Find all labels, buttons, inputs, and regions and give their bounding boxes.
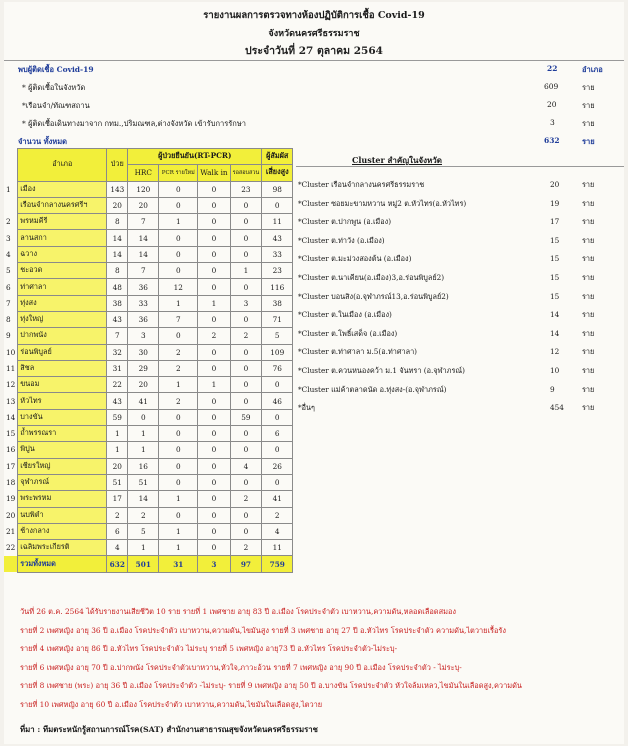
- cell-risk: 0: [262, 442, 293, 458]
- cell-pcr: 0: [159, 230, 198, 246]
- row-number: 17: [4, 458, 18, 474]
- table-row: [4, 458, 293, 474]
- cell-risk: 46: [262, 393, 293, 409]
- cell-risk: 38: [262, 295, 293, 311]
- cluster-count: 14: [550, 328, 560, 338]
- cell-pend: 1: [230, 263, 262, 279]
- cluster-title: Cluster สำคัญในจังหวัด: [352, 155, 442, 165]
- cluster-item: *Cluster ต.นาเคียน(อ.เมือง)3,อ.ร่อนพิบูลย์2): [298, 273, 445, 282]
- cell-pend: 2: [230, 540, 262, 556]
- report-page: [4, 2, 624, 744]
- cell-pcr: 2: [159, 344, 198, 360]
- cell-risk: 0: [262, 409, 293, 425]
- table-row: [4, 442, 293, 458]
- cell-p: 1: [107, 426, 128, 442]
- cluster-count: 15: [550, 235, 560, 245]
- cluster-count: 15: [550, 291, 560, 301]
- total-row: [4, 556, 293, 572]
- cluster-count: 19: [550, 198, 560, 208]
- cell-pend: 0: [230, 377, 262, 393]
- cluster-unit: ราย: [582, 366, 595, 375]
- cell-hrc: 51: [128, 474, 159, 490]
- total-hrc: 501: [128, 556, 159, 572]
- cluster-item: *Cluster ซอยมะขามหวาน หมู่2 ต.หัวไทร(อ.หัวไทร): [298, 198, 467, 208]
- cluster-unit: ราย: [582, 254, 595, 264]
- cell-p: 38: [107, 295, 128, 311]
- district-name: ทุ่งสง: [18, 295, 107, 311]
- table-row: [4, 295, 293, 311]
- cell-walk: 0: [198, 540, 230, 556]
- cell-risk: 23: [262, 263, 293, 279]
- row-number: 12: [4, 377, 18, 393]
- cell-p: 51: [107, 474, 128, 490]
- district-name: เชียรใหญ่: [18, 458, 107, 474]
- cell-pend: 0: [230, 230, 262, 246]
- cluster-count: 15: [550, 273, 560, 282]
- cell-hrc: 36: [128, 279, 159, 295]
- cell-risk: 71: [262, 311, 293, 327]
- col-risk: เสี่ยงสูง: [262, 165, 293, 181]
- report-date: ประจำวันที่ 27 ตุลาคม 2564: [245, 45, 383, 57]
- cell-pend: 0: [230, 393, 262, 409]
- district-name: นบพิตำ: [18, 507, 107, 523]
- table-row: [4, 360, 293, 376]
- cell-pcr: 1: [159, 540, 198, 556]
- total-value: 632: [544, 136, 560, 145]
- cell-risk: 5: [262, 328, 293, 344]
- table-row: [4, 491, 293, 507]
- cell-pcr: 0: [159, 474, 198, 490]
- row-number: 18: [4, 474, 18, 490]
- cell-walk: 1: [198, 377, 230, 393]
- cell-p: 20: [107, 197, 128, 213]
- cluster-item: *Cluster แม่ค้าตลาดนัด อ.ทุ่งสง-(อ.จุฬาภรณ์): [298, 384, 447, 394]
- cell-pcr: 2: [159, 393, 198, 409]
- cell-p: 8: [107, 263, 128, 279]
- col-pending: รอสอบสวน: [230, 165, 262, 181]
- district-name: บางขัน: [18, 409, 107, 425]
- table-row: [4, 181, 293, 197]
- district-name: ถ้ำพรรณรา: [18, 426, 107, 442]
- row-number: 3: [4, 230, 18, 246]
- death-report-line: รายที่ 2 เพศหญิง อายุ 36 ปี อ.เมือง โรคประจำตัว เบาหวาน,ความดัน,ไขมันสูง รายที่ 3 เพศชาย อายุ 27 ปี อ.หัวไทร โรคประจำตัว ความดัน,ไตวายเรื้อรัง: [20, 625, 507, 635]
- total-label: รวมทั้งหมด: [18, 556, 107, 572]
- table-row: [4, 393, 293, 409]
- cell-risk: 0: [262, 377, 293, 393]
- death-report-line: วันที่ 26 ต.ค. 2564 ได้รับรายงานเสียชีวิต 10 ราย รายที่ 1 เพศชาย อายุ 83 ปี อ.เมือง โรคประจำตัว เบาหวาน,ความดัน,หลอดเลือดสมอง: [20, 607, 457, 616]
- cell-pend: 0: [230, 311, 262, 327]
- total-pend: 97: [230, 556, 262, 572]
- row-number: 2: [4, 214, 18, 230]
- summary-row: [4, 80, 624, 95]
- cell-walk: 0: [198, 507, 230, 523]
- summary-found-row: [4, 62, 624, 77]
- cell-p: 14: [107, 230, 128, 246]
- total-unit: ราย: [582, 137, 595, 146]
- cluster-count: 10: [550, 366, 560, 375]
- cell-risk: 76: [262, 360, 293, 376]
- cell-walk: 0: [198, 230, 230, 246]
- table-row: [4, 474, 293, 490]
- cell-hrc: 29: [128, 360, 159, 376]
- table-row: [4, 279, 293, 295]
- cell-hrc: 14: [128, 246, 159, 262]
- cluster-item: *Cluster ต.มะม่วงสองต้น (อ.เมือง): [298, 254, 412, 264]
- col-patient: ป่วย: [107, 149, 128, 182]
- summary-value: 609: [544, 82, 559, 91]
- row-number: 21: [4, 523, 18, 539]
- row-number: 1: [4, 181, 18, 197]
- cell-hrc: 20: [128, 377, 159, 393]
- cell-pend: 2: [230, 491, 262, 507]
- province-title: จังหวัดนครศรีธรรมราช: [268, 29, 360, 39]
- cluster-item: *Cluster ต.ปากพูน (อ.เมือง): [298, 217, 392, 227]
- cell-walk: 0: [198, 474, 230, 490]
- cell-walk: 0: [198, 442, 230, 458]
- district-name: พิปูน: [18, 442, 107, 458]
- cell-p: 32: [107, 344, 128, 360]
- summary-unit: ราย: [582, 119, 595, 128]
- table-row: [4, 507, 293, 523]
- cell-p: 43: [107, 311, 128, 327]
- cluster-unit: ราย: [582, 273, 595, 282]
- cell-pcr: 7: [159, 311, 198, 327]
- table-row: [4, 523, 293, 539]
- total-label: จำนวน ทั้งหมด: [18, 137, 68, 146]
- cluster-unit: ราย: [582, 384, 595, 394]
- cell-risk: 109: [262, 344, 293, 360]
- cell-pend: 0: [230, 426, 262, 442]
- table-row: [4, 328, 293, 344]
- cluster-unit: ราย: [582, 235, 595, 245]
- table-row: [4, 230, 293, 246]
- summary-row: [4, 116, 624, 131]
- cell-walk: 0: [198, 263, 230, 279]
- cell-p: 1: [107, 442, 128, 458]
- cell-pend: 23: [230, 181, 262, 197]
- cell-hrc: 5: [128, 523, 159, 539]
- cell-p: 17: [107, 491, 128, 507]
- row-number: 13: [4, 393, 18, 409]
- cell-walk: 0: [198, 197, 230, 213]
- cell-pend: 0: [230, 523, 262, 539]
- cluster-item: *Cluster ต.ท่าวัง (อ.เมือง): [298, 235, 385, 245]
- cell-walk: 0: [198, 458, 230, 474]
- cluster-count: 15: [550, 254, 560, 264]
- cell-pend: 0: [230, 507, 262, 523]
- district-name: เฉลิมพระเกียรติ: [18, 540, 107, 556]
- summary-row: [4, 98, 624, 113]
- summary-label: * ผู้ติดเชื้อในจังหวัด: [22, 83, 86, 92]
- cell-pcr: 0: [159, 181, 198, 197]
- table-row: [4, 214, 293, 230]
- cell-walk: 0: [198, 491, 230, 507]
- cluster-count: 9: [550, 384, 555, 394]
- cell-risk: 0: [262, 197, 293, 213]
- cluster-item: *Cluster ต.ท่าศาลา ม.5(อ.ท่าศาลา): [298, 347, 418, 357]
- district-name: ขนอม: [18, 377, 107, 393]
- cell-hrc: 120: [128, 181, 159, 197]
- cell-hrc: 36: [128, 311, 159, 327]
- table-row: [4, 409, 293, 425]
- cell-pcr: 0: [159, 458, 198, 474]
- cell-risk: 98: [262, 181, 293, 197]
- district-name: ปากพนัง: [18, 328, 107, 344]
- cluster-count: 20: [550, 180, 560, 189]
- row-number: 5: [4, 263, 18, 279]
- cell-risk: 41: [262, 491, 293, 507]
- cell-pcr: 12: [159, 279, 198, 295]
- cell-hrc: 41: [128, 393, 159, 409]
- cell-pend: 0: [230, 279, 262, 295]
- cell-risk: 6: [262, 426, 293, 442]
- row-number: 14: [4, 409, 18, 425]
- cell-hrc: 1: [128, 426, 159, 442]
- table-row: [4, 263, 293, 279]
- cell-pcr: 0: [159, 246, 198, 262]
- cluster-unit: ราย: [582, 180, 595, 189]
- cell-risk: 2: [262, 507, 293, 523]
- cell-walk: 0: [198, 523, 230, 539]
- cell-pcr: 2: [159, 360, 198, 376]
- divider: [296, 166, 624, 167]
- found-value: 22: [547, 64, 558, 73]
- row-number: [4, 197, 18, 213]
- cell-pcr: 1: [159, 523, 198, 539]
- divider: [4, 60, 624, 61]
- cell-risk: 43: [262, 230, 293, 246]
- cluster-unit: ราย: [582, 310, 595, 320]
- cell-hrc: 30: [128, 344, 159, 360]
- cell-hrc: 20: [128, 197, 159, 213]
- cell-risk: 26: [262, 458, 293, 474]
- district-name: ทุ่งใหญ่: [18, 311, 107, 327]
- district-name: ท่าศาลา: [18, 279, 107, 295]
- cell-walk: 0: [198, 393, 230, 409]
- cell-pend: 0: [230, 344, 262, 360]
- group-contact: ผู้สัมผัส: [262, 149, 293, 165]
- cell-pend: 0: [230, 474, 262, 490]
- cell-risk: 11: [262, 540, 293, 556]
- cell-risk: 33: [262, 246, 293, 262]
- cell-p: 59: [107, 409, 128, 425]
- cluster-count: 14: [550, 310, 560, 320]
- death-report-line: รายที่ 8 เพศชาย (พระ) อายุ 36 ปี อ.เมือง โรคประจำตัว -ไม่ระบุ- รายที่ 9 เพศหญิง อายุ 50 ปี อ.บางขัน โรคประจำตัว หัวใจล้มเหลว,ไขมันในเลือดสูง,ความดัน: [20, 681, 522, 690]
- cell-walk: 0: [198, 246, 230, 262]
- summary-label: *เรือนจำ/ทัณฑสถาน: [22, 101, 90, 110]
- col-walkin: Walk in: [198, 165, 230, 181]
- cluster-count: 17: [550, 217, 560, 227]
- row-number: 22: [4, 540, 18, 556]
- cell-pend: 3: [230, 295, 262, 311]
- cluster-unit: ราย: [582, 291, 595, 301]
- total-p: 632: [107, 556, 128, 572]
- cell-pend: 59: [230, 409, 262, 425]
- summary-unit: ราย: [582, 83, 595, 92]
- death-report-line: รายที่ 4 เพศหญิง อายุ 86 ปี อ.หัวไทร โรคประจำตัว ไม่ระบุ รายที่ 5 เพศหญิง อายุ73 ปี อ.หัวไทร โรคประจำตัว-ไม่ระบุ-: [20, 644, 398, 653]
- cell-hrc: 7: [128, 214, 159, 230]
- cell-p: 8: [107, 214, 128, 230]
- row-number: 15: [4, 426, 18, 442]
- cell-hrc: 14: [128, 230, 159, 246]
- cell-walk: 1: [198, 295, 230, 311]
- cell-hrc: 14: [128, 491, 159, 507]
- cell-walk: 0: [198, 279, 230, 295]
- report-title: รายงานผลการตรวจทางห้องปฏิบัติการเชื้อ Covid-19: [203, 10, 425, 21]
- cluster-unit: ราย: [582, 347, 595, 357]
- cell-p: 43: [107, 393, 128, 409]
- total-walk: 3: [198, 556, 230, 572]
- table-row: [4, 426, 293, 442]
- cell-p: 7: [107, 328, 128, 344]
- cell-hrc: 16: [128, 458, 159, 474]
- cell-pcr: 0: [159, 328, 198, 344]
- row-number: 16: [4, 442, 18, 458]
- cell-walk: 0: [198, 344, 230, 360]
- cell-p: 20: [107, 458, 128, 474]
- cluster-count: 454: [550, 403, 564, 413]
- district-name: หัวไทร: [18, 393, 107, 409]
- cluster-unit: ราย: [582, 198, 595, 208]
- district-name: ช้างกลาง: [18, 523, 107, 539]
- cell-p: 22: [107, 377, 128, 393]
- district-name: ชะอวด: [18, 263, 107, 279]
- district-table: [4, 148, 293, 573]
- cell-hrc: 1: [128, 540, 159, 556]
- summary-label: * ผู้ติดเชื้อเดินทางมาจาก กทม.,ปริมณฑล,ต่างจังหวัด เข้ารับการรักษา: [22, 119, 246, 128]
- district-name: สิชล: [18, 360, 107, 376]
- row-number: 20: [4, 507, 18, 523]
- cell-pend: 0: [230, 246, 262, 262]
- district-name: พรหมคีรี: [18, 214, 107, 230]
- cluster-unit: ราย: [582, 217, 595, 227]
- cell-pcr: 0: [159, 507, 198, 523]
- cell-pcr: 0: [159, 197, 198, 213]
- cell-p: 2: [107, 507, 128, 523]
- cell-walk: 0: [198, 181, 230, 197]
- cluster-unit: ราย: [582, 403, 595, 413]
- cell-pcr: 0: [159, 442, 198, 458]
- cell-pcr: 0: [159, 409, 198, 425]
- cell-p: 6: [107, 523, 128, 539]
- cell-hrc: 33: [128, 295, 159, 311]
- cluster-count: 12: [550, 347, 560, 357]
- cluster-item: *Cluster ต.ควนหนองคว้า ม.1 จันทรา (อ.จุฬาภรณ์): [298, 366, 465, 375]
- found-unit: อำเภอ: [582, 65, 603, 74]
- col-hrc: HRC: [128, 165, 159, 181]
- cell-pend: 2: [230, 328, 262, 344]
- row-number: 10: [4, 344, 18, 360]
- total-risk: 759: [262, 556, 293, 572]
- cell-risk: 116: [262, 279, 293, 295]
- cell-hrc: 1: [128, 442, 159, 458]
- total-pcr: 31: [159, 556, 198, 572]
- table-row: [4, 344, 293, 360]
- col-pcr: PCR รายใหม่: [159, 165, 198, 181]
- summary-value: 20: [547, 100, 557, 109]
- group-confirmed: ผู้ป่วยยืนยัน(RT-PCR): [128, 149, 262, 165]
- found-label: พบผู้ติดเชื้อ Covid-19: [18, 65, 94, 74]
- row-number: 19: [4, 491, 18, 507]
- cell-walk: 0: [198, 311, 230, 327]
- cell-pcr: 1: [159, 491, 198, 507]
- summary-value: 3: [550, 118, 555, 127]
- cell-walk: 0: [198, 360, 230, 376]
- cell-pend: 0: [230, 214, 262, 230]
- cluster-item: *อื่นๆ: [298, 403, 315, 413]
- cell-hrc: 7: [128, 263, 159, 279]
- row-number: 7: [4, 295, 18, 311]
- row-number: 9: [4, 328, 18, 344]
- cell-pend: 0: [230, 442, 262, 458]
- cell-p: 4: [107, 540, 128, 556]
- cell-hrc: 2: [128, 507, 159, 523]
- table-row: [4, 540, 293, 556]
- cell-walk: 0: [198, 214, 230, 230]
- cell-risk: 4: [262, 523, 293, 539]
- cell-pcr: 1: [159, 377, 198, 393]
- cell-risk: 11: [262, 214, 293, 230]
- row-number: [4, 556, 18, 572]
- district-name: ร่อนพิบูลย์: [18, 344, 107, 360]
- cell-pcr: 0: [159, 426, 198, 442]
- cluster-item: *Cluster ต.ในเมือง (อ.เมือง): [298, 310, 392, 320]
- district-name: เรือนจำกลางนครศรีฯ: [18, 197, 107, 213]
- cell-p: 31: [107, 360, 128, 376]
- district-name: จุฬาภรณ์: [18, 474, 107, 490]
- table-row: [4, 311, 293, 327]
- source-note: ที่มา : ทีมตระหนักรู้สถานการณ์โรค(SAT) สำนักงานสาธารณสุขจังหวัดนครศรีธรรมราช: [20, 725, 318, 734]
- cluster-item: *Cluster เรือนจำกลางนครศรีธรรมราช: [298, 180, 425, 189]
- table-row: [4, 377, 293, 393]
- district-name: ฉวาง: [18, 246, 107, 262]
- row-number: 11: [4, 360, 18, 376]
- cell-p: 14: [107, 246, 128, 262]
- cell-pcr: 1: [159, 295, 198, 311]
- cell-pend: 0: [230, 197, 262, 213]
- cluster-item: *Cluster ต.โพธิ์เสด็จ (อ.เมือง): [298, 328, 398, 338]
- cell-pend: 0: [230, 360, 262, 376]
- row-number: 4: [4, 246, 18, 262]
- district-name: เมือง: [18, 181, 107, 197]
- district-name: ลานสกา: [18, 230, 107, 246]
- death-report-line: รายที่ 10 เพศหญิง อายุ 60 ปี อ.เมือง โรคประจำตัว เบาหวาน,ความดัน,ไขมันในเลือดสูง,ไตวาย: [20, 699, 323, 709]
- cell-p: 143: [107, 181, 128, 197]
- cell-walk: 0: [198, 426, 230, 442]
- cell-hrc: 3: [128, 328, 159, 344]
- district-name: พระพรหม: [18, 491, 107, 507]
- summary-total-row: [4, 134, 624, 149]
- row-number: 8: [4, 311, 18, 327]
- cluster-item: *Cluster บอนสิง(อ.จุฬาภรณ์13,อ.ร่อนพิบูลย์2): [298, 291, 449, 301]
- cluster-unit: ราย: [582, 328, 595, 338]
- cell-hrc: 0: [128, 409, 159, 425]
- table-row: [4, 197, 293, 213]
- row-number: 6: [4, 279, 18, 295]
- cell-pcr: 1: [159, 214, 198, 230]
- cell-risk: 0: [262, 474, 293, 490]
- cell-pend: 4: [230, 458, 262, 474]
- summary-unit: ราย: [582, 101, 595, 110]
- cell-pcr: 0: [159, 263, 198, 279]
- death-report-line: รายที่ 6 เพศหญิง อายุ 70 ปี อ.ปากพนัง โรคประจำตัวเบาหวาน,หัวใจ,ภาวะอ้วน รายที่ 7 เพศหญิง อายุ 90 ปี อ.เมือง โรคประจำตัว - ไม่ระบุ-: [20, 662, 462, 672]
- col-district: อำเภอ: [18, 149, 107, 182]
- table-row: [4, 246, 293, 262]
- cell-p: 48: [107, 279, 128, 295]
- cell-walk: 0: [198, 409, 230, 425]
- cell-walk: 2: [198, 328, 230, 344]
